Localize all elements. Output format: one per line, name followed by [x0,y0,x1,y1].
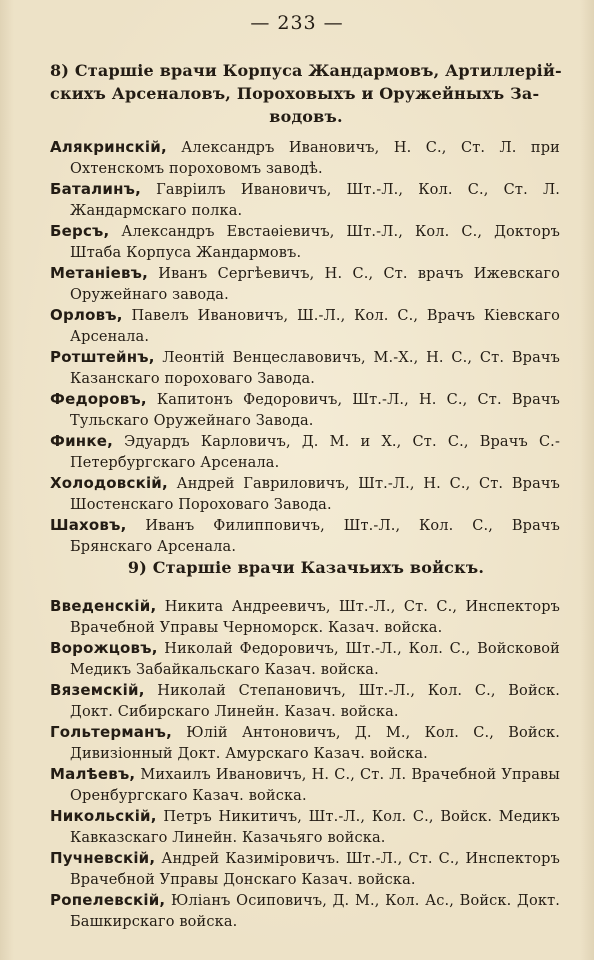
doctor-surname: Баталинъ, [50,180,142,198]
doctor-entry [50,305,560,347]
page-number: — 233 — [250,12,344,34]
doctor-surname: Федоровъ, [50,390,147,408]
section-9-entry-list [50,596,560,932]
doctor-surname: Малѣевъ, [50,765,136,783]
doctor-details: Михаилъ Ивановичъ, Н. С., Ст. Л. Врачебной Управы Оренбургскаго Казач. войска. [70,767,560,804]
doctor-entry [50,431,560,473]
doctor-details: Эдуардъ Карловичъ, Д. М. и Х., Ст. С., Врачъ С.-Петербургскаго Арсенала. [70,434,560,471]
doctor-entry [50,263,560,305]
doctor-details: Иванъ Филипповичъ, Шт.-Л., Кол. С., Врачъ Брянскаго Арсенала. [70,518,560,555]
doctor-details: Николай Федоровичъ, Шт.-Л., Кол. С., Войсковой Медикъ Забайкальскаго Казач. войска. [70,641,560,678]
doctor-entry [50,806,560,848]
doctor-entry [50,473,560,515]
doctor-surname: Вяземскій, [50,681,145,699]
doctor-details: Гаврiилъ Ивановичъ, Шт.-Л., Кол. С., Ст. Л. Жандармскаго полка. [70,182,560,219]
doctor-surname: Берсъ, [50,222,110,240]
doctor-entry [50,680,560,722]
doctor-surname: Гольтерманъ, [50,723,173,741]
doctor-details: Александръ Ивановичъ, Н. С., Ст. Л. при Охтенскомъ пороховомъ заводѣ. [70,140,560,177]
doctor-details: Андрей Казиміровичъ. Шт.-Л., Ст. С., Инспекторъ Врачебной Управы Донскаго Казач. войска. [70,851,560,888]
doctor-details: Павелъ Ивановичъ, Ш.-Л., Кол. С., Врачъ Кіевскаго Арсенала. [70,308,560,345]
doctor-details: Александръ Евстаѳіевичъ, Шт.-Л., Кол. С., Докторъ Штаба Корпуса Жандармовъ. [70,224,560,261]
doctor-entry [50,596,560,638]
doctor-entry [50,890,560,932]
doctor-surname: Алякринскій, [50,138,167,156]
doctor-details: Леонтій Венцеславовичъ, М.-Х., Н. С., Ст. Врачъ Казанскаго пороховаго Завода. [70,350,560,387]
doctor-surname: Холодовскій, [50,474,168,492]
section-8-heading-line: водовъ. [269,107,343,126]
doctor-surname: Метаніевъ, [50,264,149,282]
doctor-details: Петръ Никитичъ, Шт.-Л., Кол. С., Войск. Медикъ Кавказскаго Линейн. Казачьяго войска. [70,809,560,846]
doctor-surname: Введенскій, [50,597,157,615]
doctor-details: Иванъ Сергѣевичъ, Н. С., Ст. врачъ Ижевскаго Оружейнаго завода. [70,266,560,303]
doctor-entry [50,764,560,806]
doctor-entry [50,515,560,557]
doctor-surname: Шаховъ, [50,516,127,534]
section-8-entry-list [50,137,560,557]
doctor-details: Никита Андреевичъ, Шт.-Л., Ст. С., Инспекторъ Врачебной Управы Черноморск. Казач. войска. [70,599,560,636]
doctor-entry [50,389,560,431]
doctor-surname: Орловъ, [50,306,123,324]
section-9-heading: 9) Старшіе врачи Казачьихъ войскъ. [127,558,485,577]
doctor-surname: Ворожцовъ, [50,639,158,657]
doctor-surname: Ропелевскій, [50,891,166,909]
doctor-entry [50,722,560,764]
section-8-heading [50,59,562,128]
doctor-entry [50,137,560,179]
doctor-details: Капитонъ Федоровичъ, Шт.-Л., Н. С., Ст. Врачъ Тульскаго Оружейнаго Завода. [70,392,560,429]
doctor-surname: Ротштейнъ, [50,348,155,366]
doctor-surname: Пучневскій, [50,849,156,867]
doctor-entry [50,179,560,221]
doctor-surname: Финке, [50,432,114,450]
section-8-heading-line: скихъ Арсеналовъ, Пороховыхъ и Оружейныхъ За- [50,84,540,103]
doctor-entry [50,848,560,890]
doctor-surname: Никольскій, [50,807,157,825]
doctor-details: Юлій Антоновичъ, Д. М., Кол. С., Войск. Дивизіонный Докт. Амурскаго Казач. войска. [70,725,560,762]
doctor-entry [50,347,560,389]
doctor-details: Юліанъ Осиповичъ, Д. М., Кол. Ас., Войск. Докт. Башкирскаго войска. [70,893,560,930]
doctor-details: Андрей Гавриловичъ, Шт.-Л., Н. С., Ст. Врачъ Шостенскаго Пороховаго Завода. [70,476,560,513]
doctor-entry [50,221,560,263]
doctor-details: Николай Степановичъ, Шт.-Л., Кол. С., Войск. Докт. Сибирскаго Линейн. Казач. войска. [70,683,560,720]
doctor-entry [50,638,560,680]
section-8-heading-line: 8) Старшіе врачи Корпуса Жандармовъ, Артиллерій- [50,61,562,80]
